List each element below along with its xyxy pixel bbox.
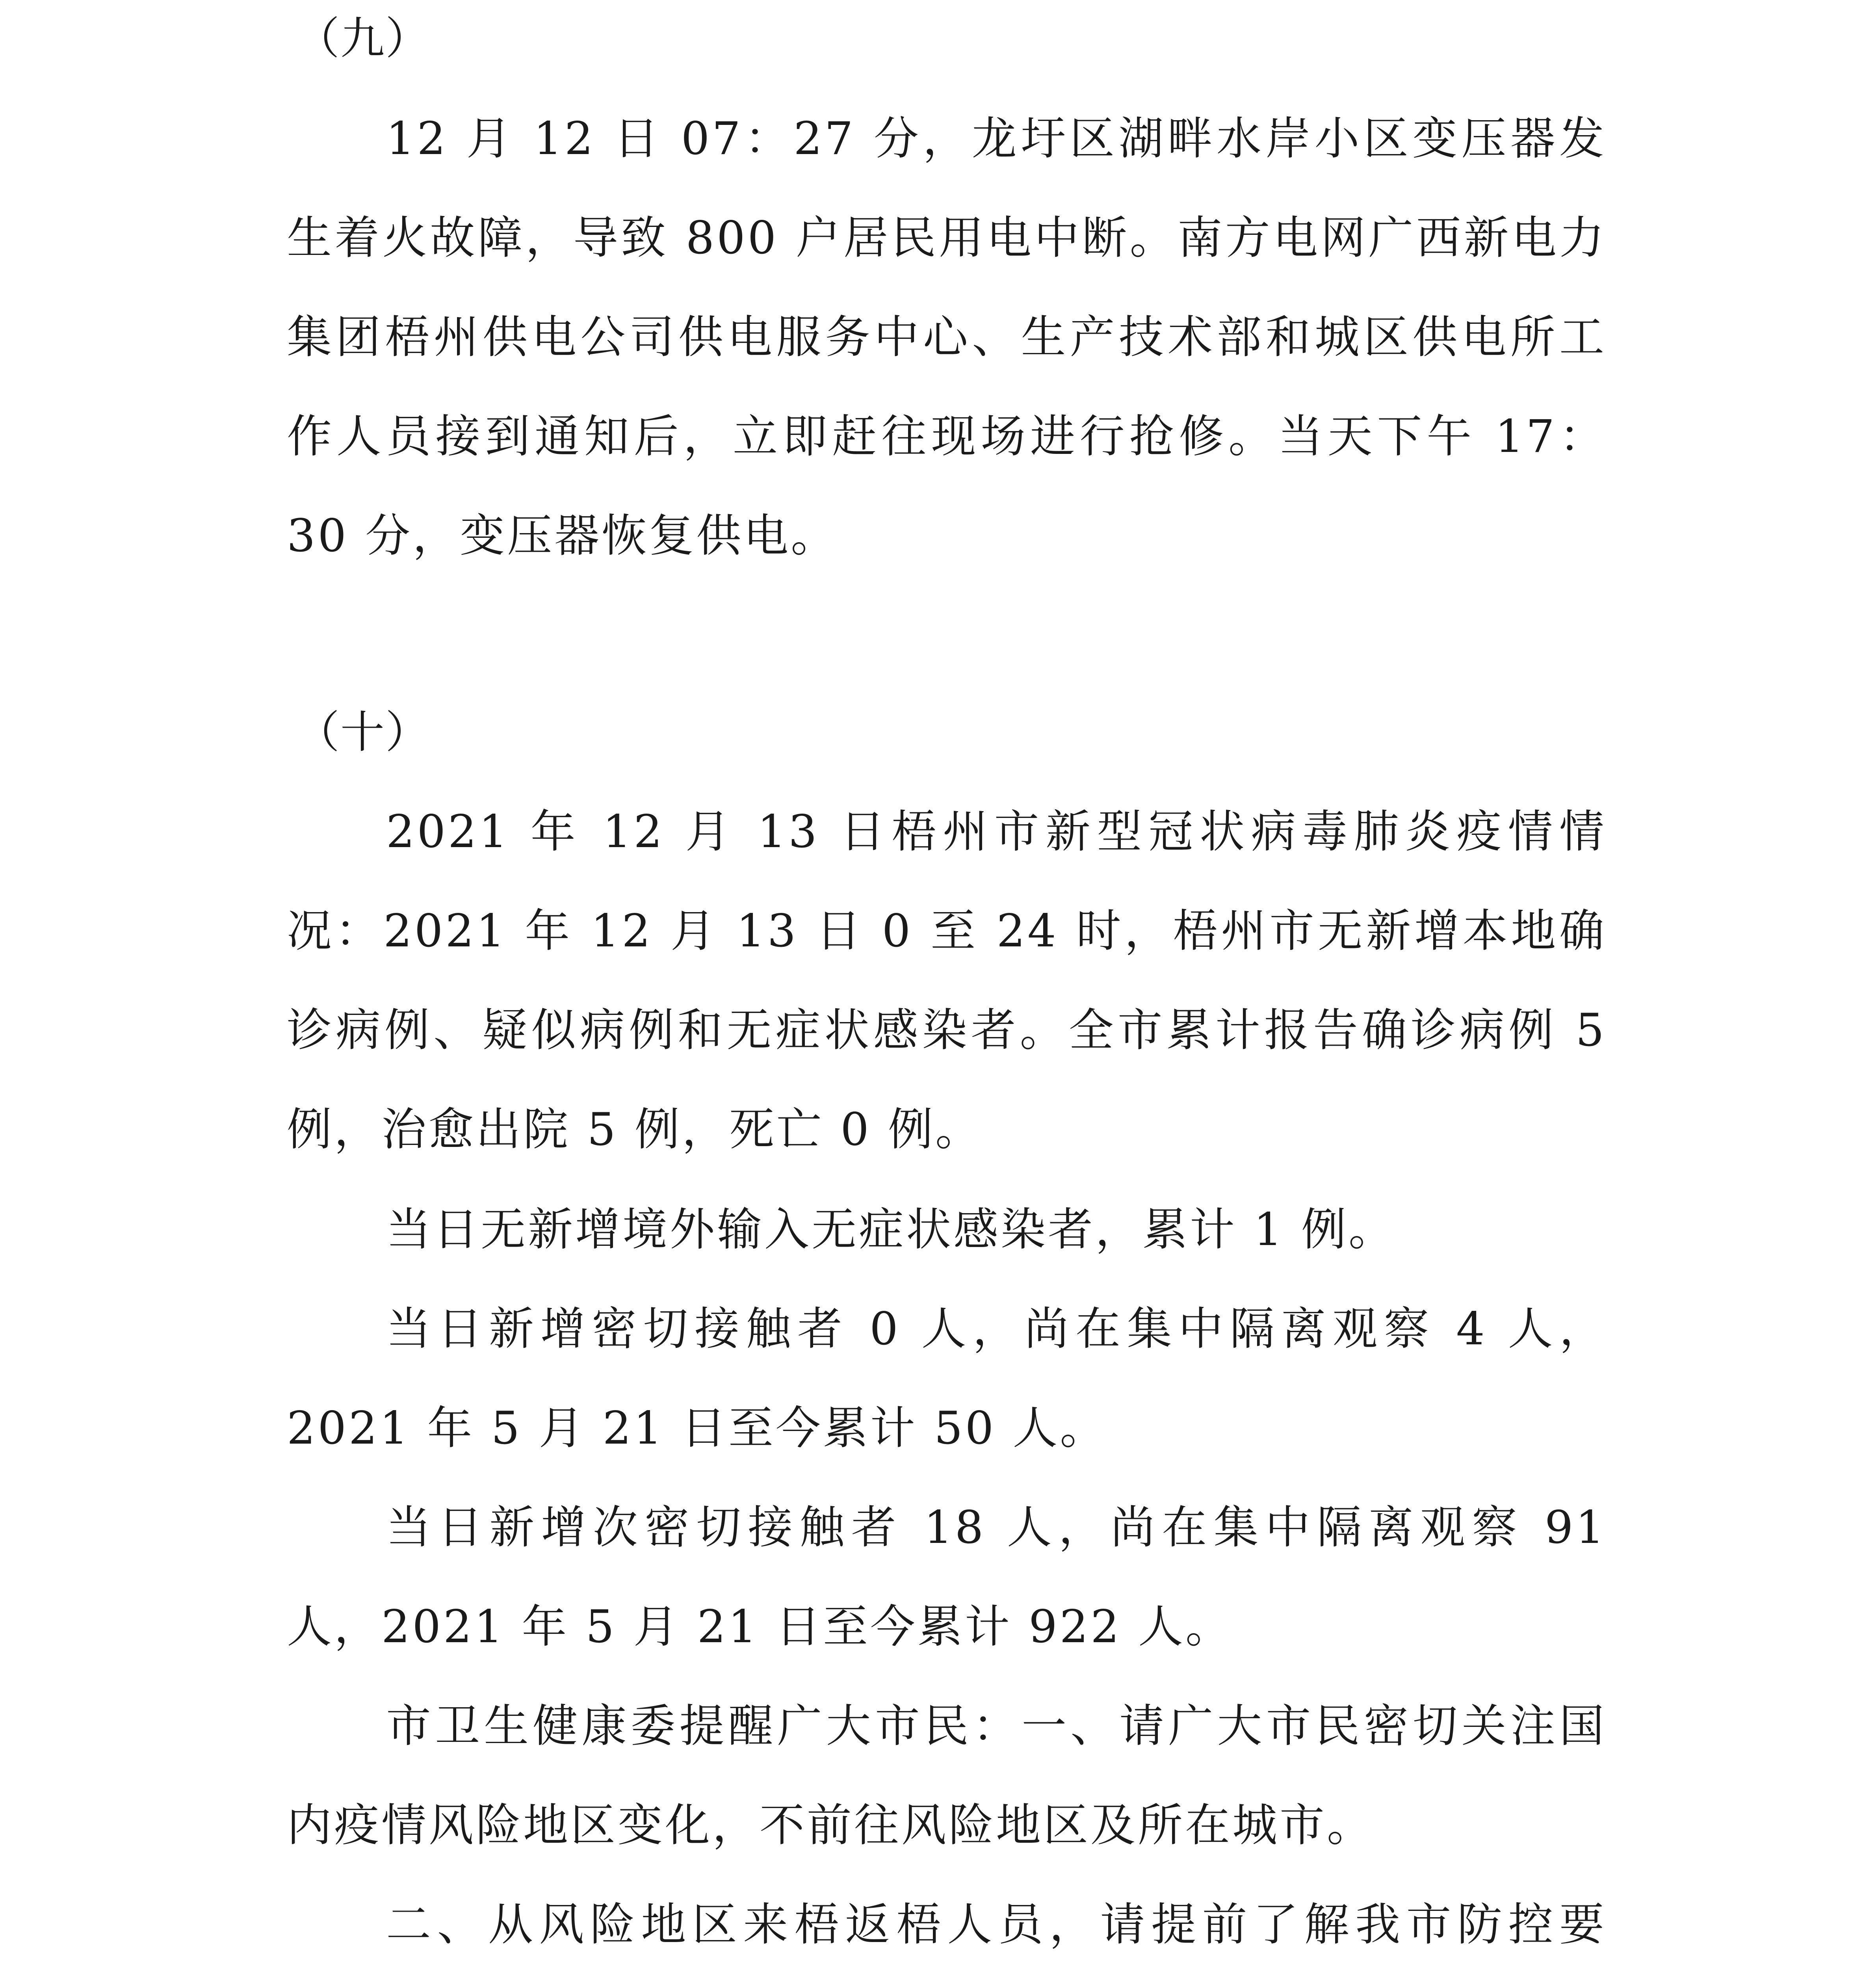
section-10-paragraph-epidemic-summary: 2021 年 12 月 13 日梧州市新型冠状病毒肺炎疫情情况：2021 年 12 月 13 日 0 至 24 时，梧州市无新增本地确诊病例、疑似病例和无症状感染者。全市累计报告确诊病例 5 例，治愈出院 5 例，死亡 0 例。 <box>287 805 1607 1156</box>
section-10-paragraph-imported-cases: 当日无新增境外输入无症状感染者，累计 1 例。 <box>386 1203 1396 1256</box>
section-9-heading: （九） <box>295 13 430 64</box>
section-10-paragraph-reminder-two: 二、从风险地区来梧返梧人员，请提前了解我市防控要 <box>386 1898 1607 1951</box>
section-10-paragraph-reminder-one: 市卫生健康委提醒广大市民：一、请广大市民密切关注国内疫情风险地区变化，不前往风险地区及所在城市。 <box>287 1700 1607 1851</box>
section-10-paragraph-close-contacts: 当日新增密切接触者 0 人，尚在集中隔离观察 4 人，2021 年 5 月 21 日至今累计 50 人。 <box>287 1303 1607 1454</box>
section-9-paragraph: 12 月 12 日 07：27 分，龙圩区湖畔水岸小区变压器发生着火故障，导致 800 户居民用电中断。南方电网广西新电力集团梧州供电公司供电服务中心、生产技术部和城区供电所工作人员接到通知后，立即赶往现场进行抢修。当天下午 17：30 分，变压器恢复供电。 <box>287 112 1607 562</box>
section-10-heading: （十） <box>295 707 430 758</box>
section-10-paragraph-secondary-contacts: 当日新增次密切接触者 18 人，尚在集中隔离观察 91 人，2021 年 5 月 21 日至今累计 922 人。 <box>287 1501 1607 1653</box>
